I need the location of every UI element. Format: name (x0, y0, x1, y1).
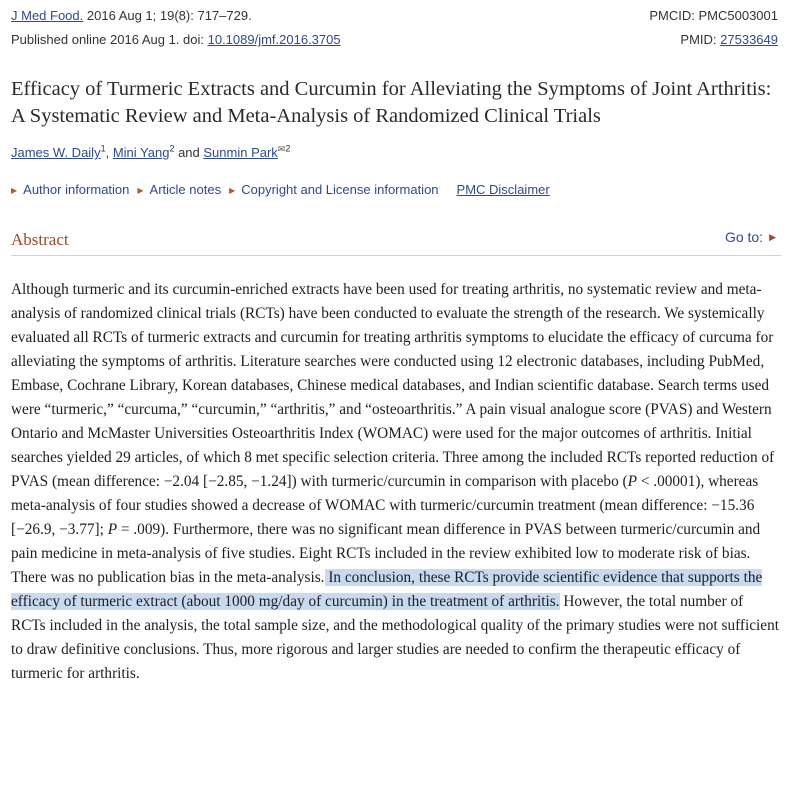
abstract-body (11, 278, 781, 686)
abstract-text-part: = .009). Furthermore, there was no significant mean difference in PVAS between turmeric/curcumin and pain medicine in meta-analysis of five studies. Eight RCTs included in the review exhibited low to moderate risk of bias. There was no publication bias in the meta-analysis. (11, 521, 761, 586)
published-prefix: Published online 2016 Aug 1. doi: (11, 32, 208, 47)
triangle-right-icon: ▶ (137, 186, 144, 195)
tab-author-information[interactable]: ▶ Author information (11, 182, 130, 197)
abstract-text-part: However, the total number of RCTs included in the analysis, the total sample size, and the methodological quality of the primary studies were not sufficient to draw definitive conclusions. Thus, more rigorous and larger studies are needed to confirm the therapeutic efficacy of turmeric for arthritis. (11, 593, 779, 682)
p-value-symbol: P (627, 473, 638, 490)
p-value-symbol: P (107, 521, 118, 538)
triangle-right-icon: ▶ (11, 186, 18, 195)
abstract-text-part: Although turmeric and its curcumin-enriched extracts have been used for treating arthritis, no systematic review and meta-analysis of randomized clinical trials (RCTs) have been conducted to evaluate the strength of the research. We systemically evaluated all RCTs of turmeric extracts and curcumin for treating arthritis symptoms to elucidate the efficacy of curcuma for alleviating the symptoms of arthritis. Literature searches were conducted using 12 electronic databases, including PubMed, Embase, Cochrane Library, Korean databases, Chinese medical databases, and Indian scientific database. Search terms used were “turmeric,” “curcuma,” “curcumin,” “arthritis,” and “osteoarthritis.” A pain visual analogue score (PVAS) and Western Ontario and McMaster Universities Osteoarthritis Index (WOMAC) were used for the major outcomes of arthritis. Initial searches yielded 29 articles, of which 8 met specific selection criteria. Three among the included RCTs reported reduction of PVAS (mean difference: −2.04 [−2.85, −1.24]) with turmeric/curcumin in comparison with placebo ( (11, 281, 775, 490)
article-title: Efficacy of Turmeric Extracts and Curcumin for Alleviating the Symptoms of Joint Arthritis: A Systematic Review and Meta-Analysis of Randomized Clinical Trials (11, 78, 772, 127)
triangle-right-icon: ▶ (229, 186, 236, 195)
pmcid: PMCID: PMC5003001 (649, 8, 778, 23)
article-info-tabs (11, 182, 558, 197)
pmc-disclaimer-link[interactable]: PMC Disclaimer (456, 182, 550, 197)
section-divider (11, 255, 781, 256)
author-separator: , (105, 145, 113, 160)
author-link[interactable]: James W. Daily (11, 145, 101, 160)
published-row (11, 32, 778, 47)
highlighted-text-selection[interactable]: In conclusion, these RCTs provide scientific evidence that supports the efficacy of turmeric extract (about 1000 mg/day of curcumin) in the treatment of arthritis. (11, 569, 763, 610)
author-affiliation: 1 (100, 143, 106, 154)
journal-link[interactable]: J Med Food. (11, 8, 84, 23)
author-separator: and (174, 145, 204, 160)
author-list: James W. Daily$^1$, Mini Yang$^2$ and Sunmin Park✉$^2$ (11, 143, 291, 160)
goto-menu[interactable] (725, 229, 776, 245)
author-link[interactable]: Sunmin Park (203, 145, 278, 160)
doi-link[interactable]: 10.1089/jmf.2016.3705 (207, 32, 341, 47)
date-issue: 2016 Aug 1; 19(8): 717–729. (83, 8, 252, 23)
author-affiliation: 2 (285, 143, 291, 154)
goto-label: Go to: (724, 229, 764, 245)
tab-copyright-license[interactable]: ▶ Copyright and License information (229, 182, 439, 197)
citation-row (11, 8, 778, 23)
author-link[interactable]: Mini Yang (112, 145, 170, 160)
pmid-label: PMID: (680, 32, 721, 47)
pmid-link[interactable]: 27533649 (720, 32, 778, 47)
author-affiliation: 2 (169, 143, 175, 154)
tab-article-notes[interactable]: ▶ Article notes (137, 182, 222, 197)
pmid-block (680, 32, 778, 47)
abstract-text-part: < .00001), whereas meta-analysis of four studies showed a decrease of WOMAC with turmeric/curcumin treatment (mean difference: −15.36 [−26.9, −3.77]; (11, 473, 759, 538)
triangle-right-icon: ▶ (769, 232, 776, 242)
abstract-heading: Abstract (11, 230, 69, 249)
